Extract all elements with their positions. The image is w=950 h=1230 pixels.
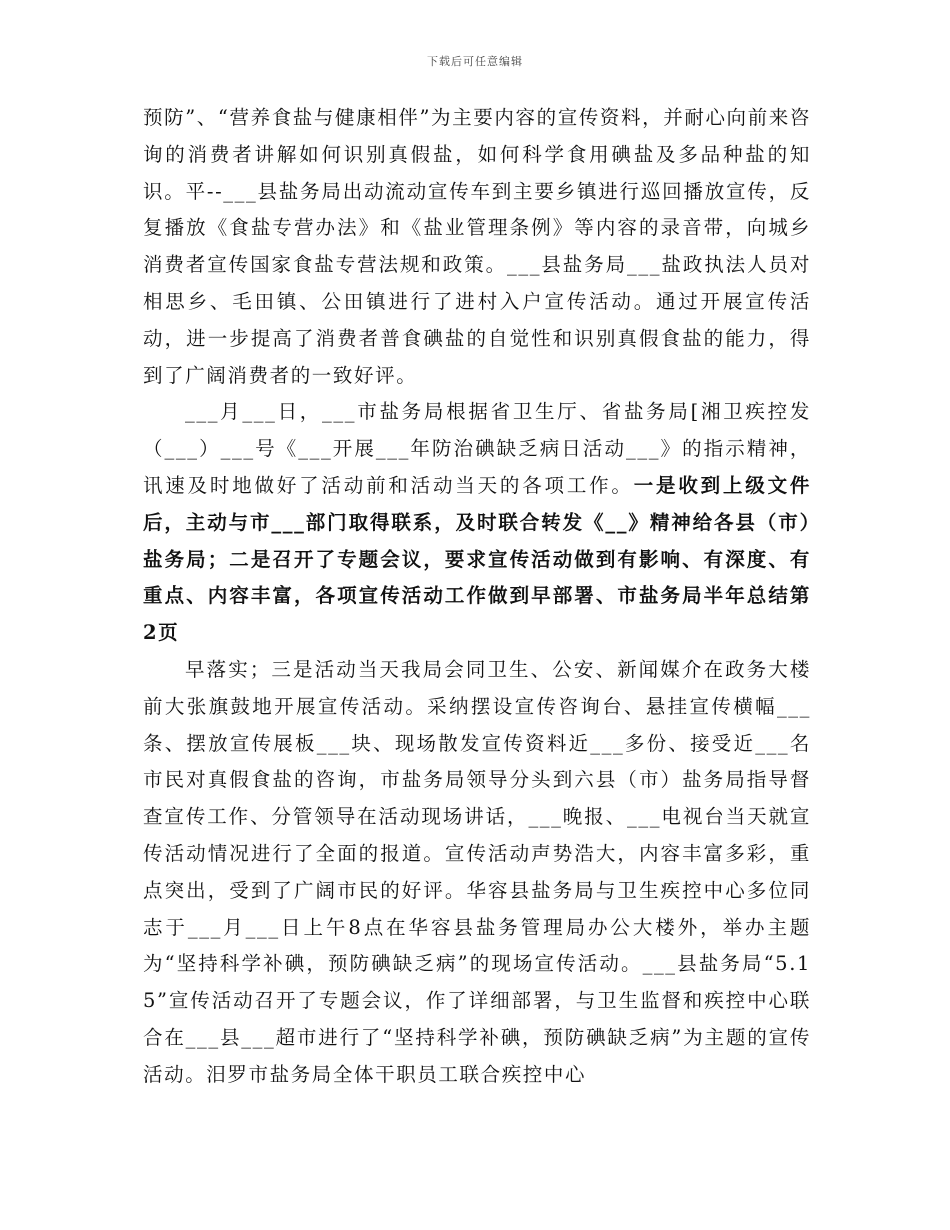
document-body <box>143 100 811 1094</box>
paragraph-3: 早落实；三是活动当天我局会同卫生、公安、新闻媒介在政务大楼前大张旗鼓地开展宣传活动。采纳摆设宣传咨询台、悬挂宣传横幅___条、摆放宣传展板___块、现场散发宣传资料近___多份、接受近___名市民对真假食盐的咨询，市盐务局领导分头到六县（市）盐务局指导督查宣传工作、分管领导在活动现场讲话，___晚报、___电视台当天就宣传活动情况进行了全面的报道。宣传活动声势浩大，内容丰富多彩，重点突出，受到了广阔市民的好评。华容县盐务局与卫生疾控中心多位同志于___月___日上午8点在华容县盐务管理局办公大楼外，举办主题为“坚持科学补碘，预防碘缺乏病”的现场宣传活动。___县盐务局“5.15”宣传活动召开了专题会议，作了详细部署，与卫生监督和疾控中心联合在___县___超市进行了“坚持科学补碘，预防碘缺乏病”为主题的宣传活动。汨罗市盐务局全体干职员工联合疾控中心 <box>143 657 811 1086</box>
paragraph-2-bold-text: 一是收到上级文件后，主动与市___部门取得联系，及时联合转发《__》精神给各县（市）盐务局；二是召开了专题会议，要求宣传活动做到有影响、有深度、有重点、内容丰富，各项宣传活动工作做到早部署、市盐务局半年总结第2页 <box>143 473 811 645</box>
paragraph-2-text: ___月___日，___市盐务局根据省卫生厅、省盐务局[湘卫疾控发（___）___号《___开展___年防治碘缺乏病日活动___》的指示精神，讯速及时地做好了活动前和活动当天的各项工作。 <box>143 400 811 497</box>
paragraph-2 <box>143 394 811 652</box>
page-header-note: 下载后可任意编辑 <box>427 55 523 68</box>
paragraph-1: 预防”、“营养食盐与健康相伴”为主要内容的宣传资料，并耐心向前来咨询的消费者讲解如何识别真假盐，如何科学食用碘盐及多品种盐的知识。平--___县盐务局出动流动宣传车到主要乡镇进行巡回播放宣传，反复播放《食盐专营办法》和《盐业管理条例》等内容的录音带，向城乡消费者宣传国家食盐专营法规和政策。___县盐务局___盐政执法人员对相思乡、毛田镇、公田镇进行了进村入户宣传活动。通过开展宣传活动，进一步提高了消费者普食碘盐的自觉性和识别真假食盐的能力，得到了广阔消费者的一致好评。 <box>143 106 811 387</box>
